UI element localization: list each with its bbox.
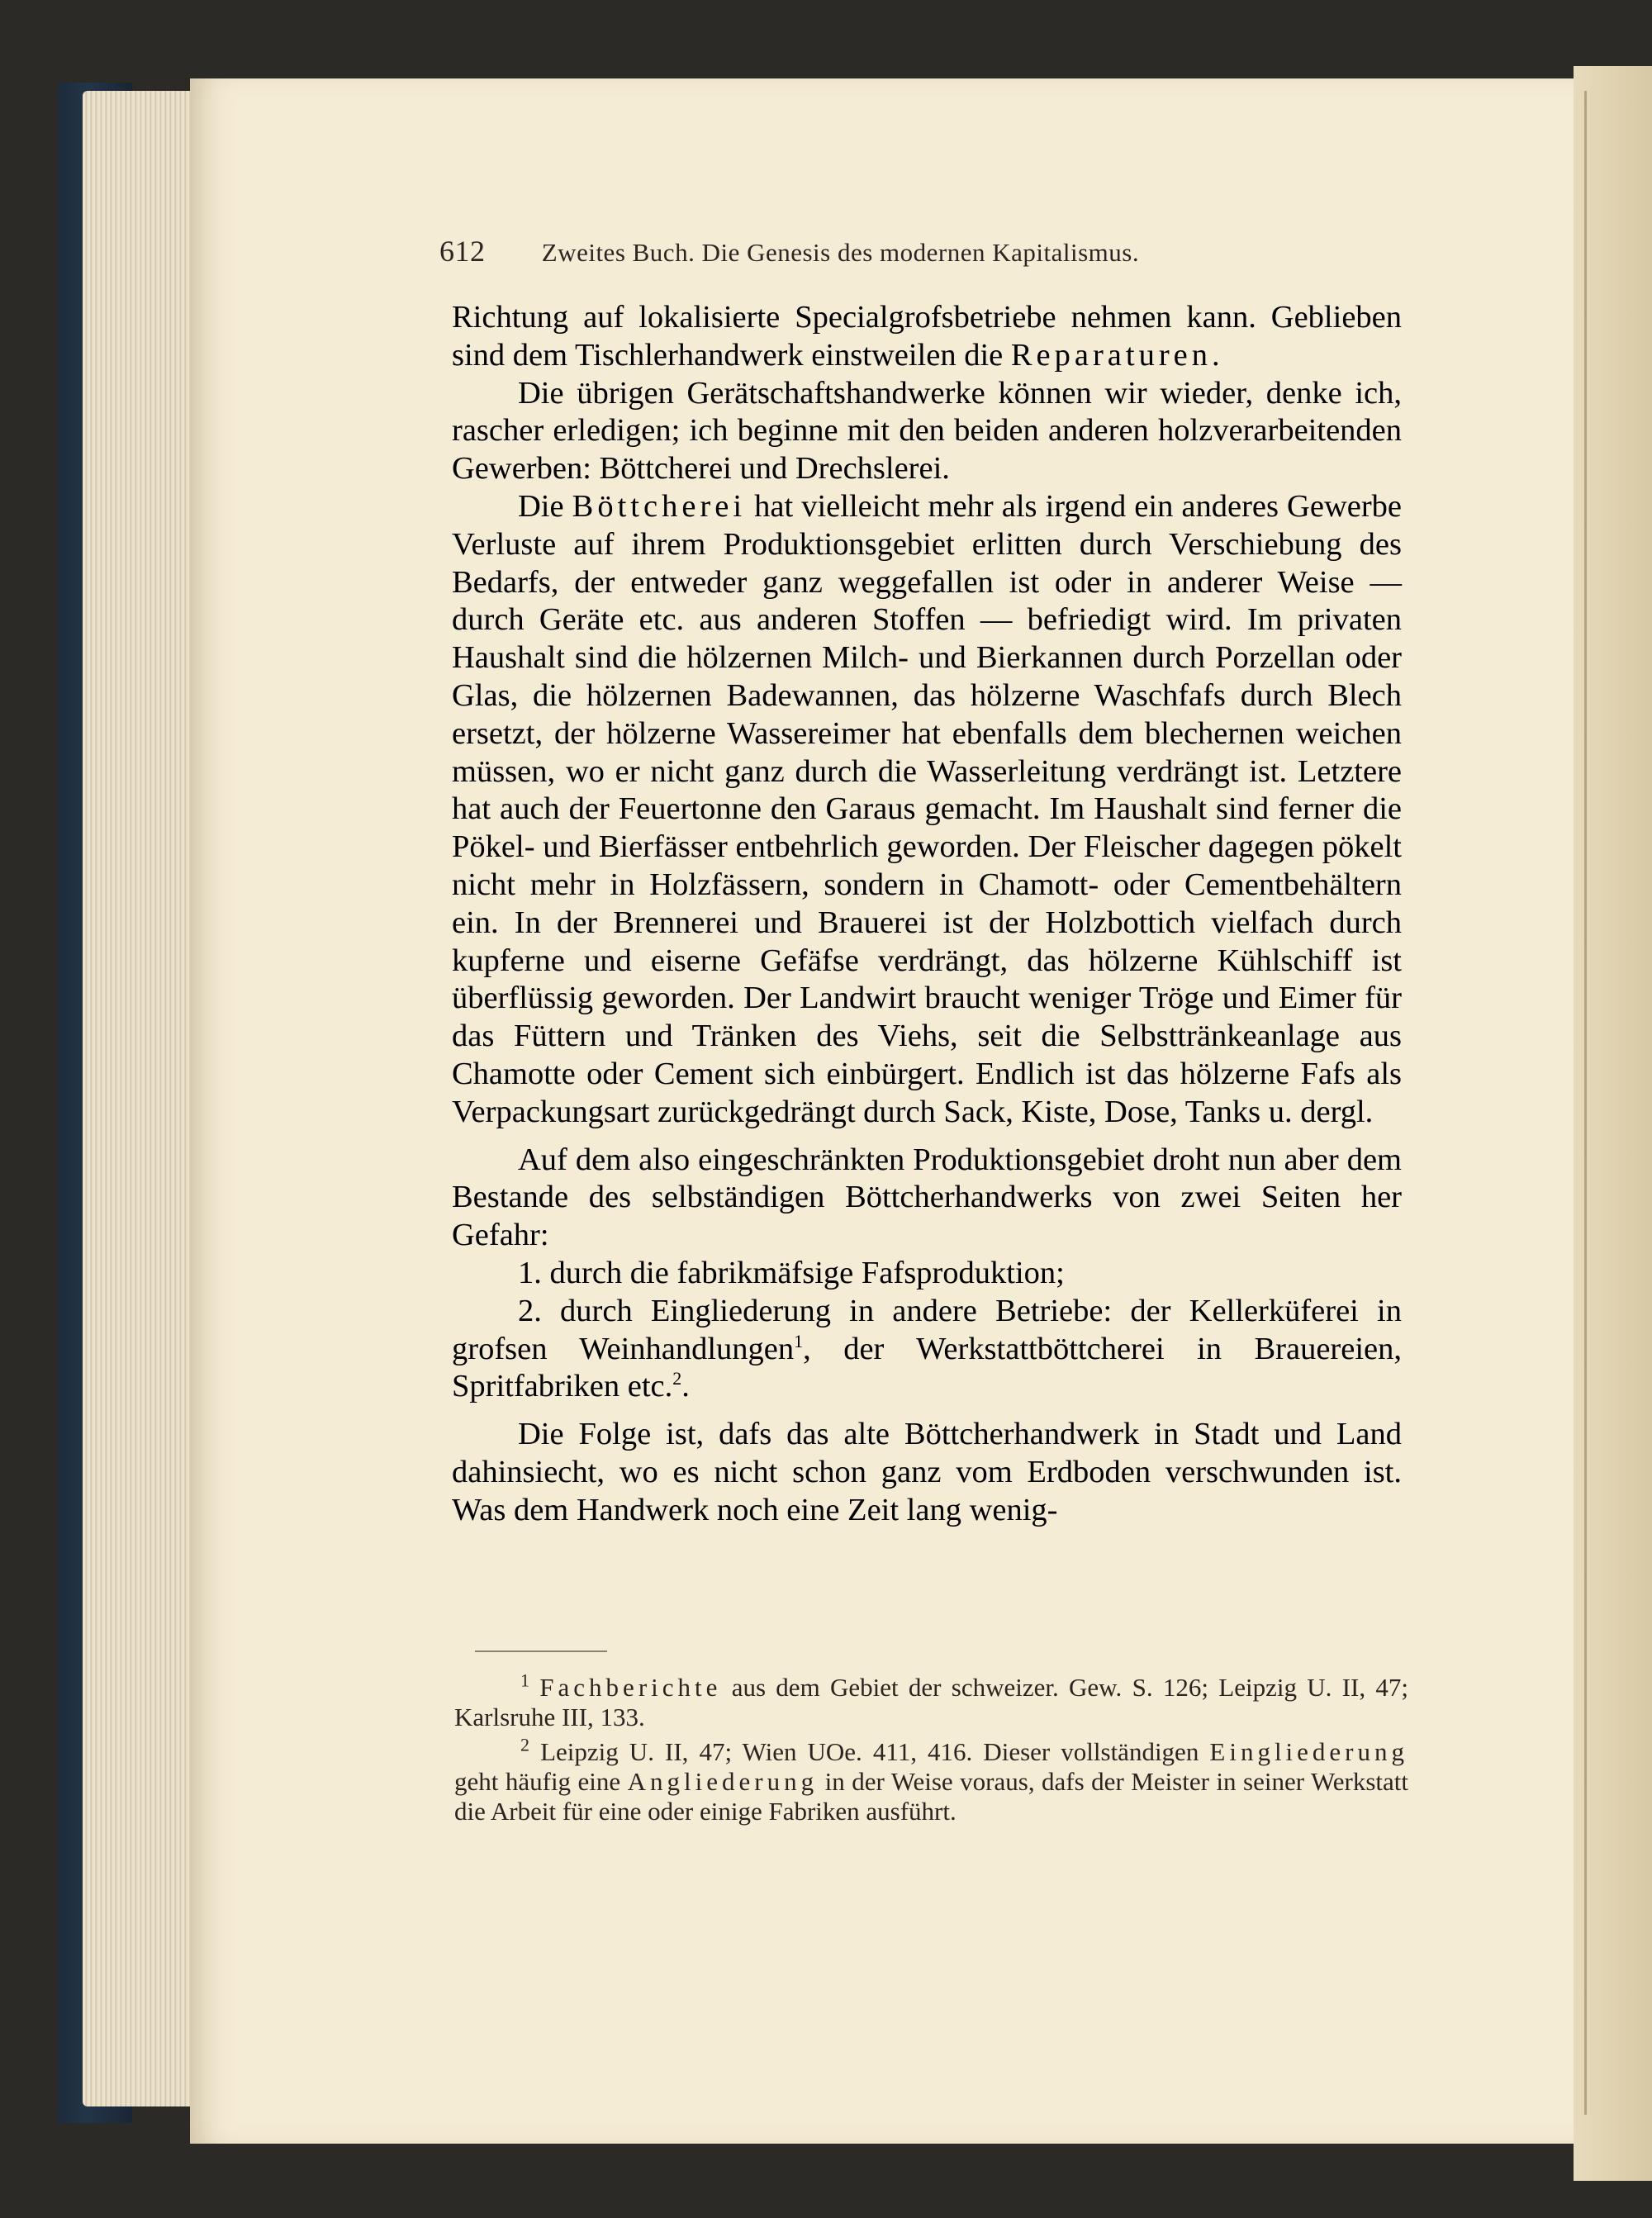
emphasis-reparaturen: Reparaturen [1010, 337, 1212, 373]
list-item-2 [452, 1293, 1402, 1406]
footnote-1-text: aus dem Gebiet der schweizer. Gew. S. 126; Leipzig U. II, 47; Karlsruhe III, 133. [454, 1673, 1409, 1731]
paragraph-3-text: hat vielleicht mehr als irgend ein anderes Gewerbe Verluste auf ihrem Produktionsgebiet erlitten durch Verschiebung des Bedarfs, der entweder ganz weggefallen ist oder in anderer Weise — durch Geräte etc. aus anderen Stoffen — befriedigt wird. Im privaten Haushalt sind die hölzernen Milch- und Bierkannen durch Porzellan oder Glas, die hölzernen Badewannen, das hölzerne Waschfafs durch Blech ersetzt, der hölzerne Wassereimer hat ebenfalls dem blechernen weichen müssen, wo er nicht ganz durch die Wasserleitung verdrängt ist. Letztere hat auch der Feuertonne den Garaus gemacht. Im Haushalt sind ferner die Pökel- und Bierfässer entbehrlich geworden. Der Fleischer dagegen pökelt nicht mehr in Holzfässern, sondern in Chamott- oder Cementbehältern ein. In der Brennerei und Brauerei ist der Holzbottich vielfach durch kupferne und eiserne Gefäfse verdrängt, das hölzerne Kühlschiff ist überflüssig geworden. Der Landwirt braucht weniger Tröge und Eimer für das Füttern und Tränken des Viehs, seit die Selbsttränkeanlage aus Chamotte oder Cement sich einbürgert. Endlich ist das hölzerne Fafs als Verpackungsart zurückgedrängt durch Sack, Kiste, Dose, Tanks u. dergl. [452, 488, 1403, 1129]
main-text [452, 299, 1402, 1530]
emphasis-boettcherei: Böttcherei [572, 488, 747, 524]
footnotes [454, 1669, 1409, 1831]
paragraph-3-start: Die [518, 488, 564, 524]
footnote-2-text-b: geht häufig eine [454, 1767, 621, 1796]
list-item-2-text-b: , der Werkstattböttcherei in Brauereien, Spritfabriken etc. [452, 1331, 1402, 1404]
footnote-ref-1: 1 [794, 1330, 804, 1351]
list-item-2-end: . [681, 1369, 690, 1404]
paragraph-4: Auf dem also eingeschränkten Produktionsgebiet droht nun aber dem Bestande des selbständigen Böttcherhandwerks von zwei Seiten her Gefahr: [452, 1142, 1402, 1253]
paragraph-5: Die Folge ist, dafs das alte Böttcherhandwerk in Stadt und Land dahinsiecht, wo es nicht schon ganz vom Erdboden verschwunden ist. Was dem Handwerk noch eine Zeit lang wenig- [452, 1417, 1402, 1527]
footnote-2-emphasis-a: Eingliederung [1209, 1737, 1409, 1766]
footnote-2 [454, 1734, 1409, 1826]
page-number: 612 [439, 235, 486, 268]
footnote-rule [475, 1650, 607, 1652]
footnote-2-text-c: in der Weise voraus, dafs der Meister in seiner Werkstatt die Arbeit für eine oder einige Fabriken ausführt. [454, 1767, 1408, 1826]
paragraph-3 [452, 488, 1402, 1132]
footnote-ref-2: 2 [672, 1368, 682, 1389]
running-header [439, 234, 1414, 268]
paragraph-1-end: . [1211, 337, 1220, 373]
footnote-2-text-a: Leipzig U. II, 47; Wien UOe. 411, 416. Dieser vollständigen [540, 1737, 1199, 1766]
page-gutter-line [1584, 91, 1587, 2115]
footnote-2-emphasis-b: Angliederung [627, 1767, 819, 1796]
list-item-1: 1. durch die fabrikmäfsige Fafsproduktion; [518, 1255, 1065, 1290]
footnote-1-mark: 1 [520, 1669, 529, 1691]
paragraph-2: Die übrigen Gerätschaftshandwerke können wir wieder, denke ich, rascher erledigen; ich beginne mit den beiden anderen holzverarbeitenden Gewerben: Böttcherei und Drechslerei. [452, 375, 1402, 487]
footnote-1 [454, 1669, 1409, 1732]
paragraph-1 [452, 299, 1402, 375]
footnote-2-mark: 2 [520, 1734, 529, 1755]
list-item-2-text-a: 2. durch Eingliederung in andere Betriebe: der Kellerküferei in grofsen Weinhandlungen [452, 1293, 1402, 1366]
footnote-1-emphasis: Fachberichte [539, 1673, 722, 1702]
running-title: Zweites Buch. Die Genesis des modernen Kapitalismus. [541, 238, 1140, 267]
paragraph-1-text: Richtung auf lokalisierte Specialgrofsbetriebe nehmen kann. Geblieben sind dem Tischlerhandwerk einstweilen die [452, 300, 1402, 373]
